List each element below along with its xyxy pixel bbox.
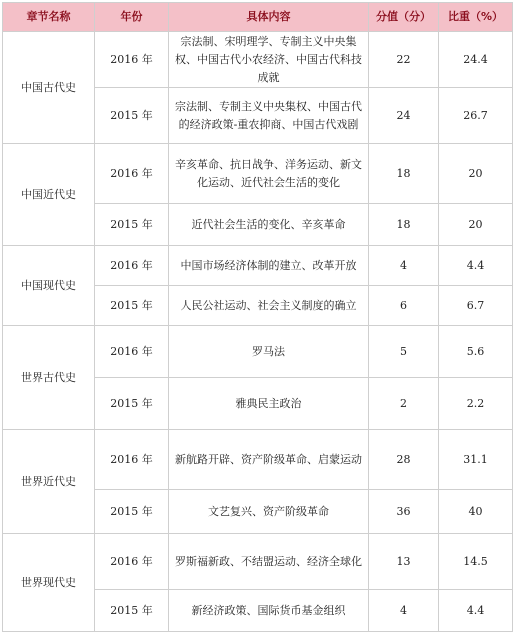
header-year: 年份 (95, 3, 169, 32)
chapter-cell: 中国古代史 (3, 32, 95, 144)
ratio-cell: 4.4 (439, 246, 513, 286)
ratio-cell: 20 (439, 204, 513, 246)
header-ratio: 比重（%） (439, 3, 513, 32)
year-cell: 2016 年 (95, 144, 169, 204)
score-cell: 13 (369, 534, 439, 590)
content-cell: 宗法制、专制主义中央集权、中国古代的经济政策-重农抑商、中国古代戏剧 (169, 88, 369, 144)
ratio-cell: 14.5 (439, 534, 513, 590)
score-cell: 18 (369, 204, 439, 246)
table-row (3, 144, 513, 204)
content-cell: 新经济政策、国际货币基金组织 (169, 590, 369, 632)
year-cell: 2016 年 (95, 32, 169, 88)
ratio-cell: 40 (439, 490, 513, 534)
chapter-cell: 世界现代史 (3, 534, 95, 632)
score-cell: 28 (369, 430, 439, 490)
score-cell: 22 (369, 32, 439, 88)
ratio-cell: 6.7 (439, 286, 513, 326)
score-cell: 2 (369, 378, 439, 430)
ratio-cell: 20 (439, 144, 513, 204)
score-cell: 5 (369, 326, 439, 378)
chapter-cell: 中国近代史 (3, 144, 95, 246)
year-cell: 2016 年 (95, 430, 169, 490)
year-cell: 2015 年 (95, 490, 169, 534)
exam-score-table (2, 2, 513, 632)
score-cell: 4 (369, 246, 439, 286)
content-cell: 文艺复兴、资产阶级革命 (169, 490, 369, 534)
content-cell: 新航路开辟、资产阶级革命、启蒙运动 (169, 430, 369, 490)
content-cell: 近代社会生活的变化、辛亥革命 (169, 204, 369, 246)
year-cell: 2015 年 (95, 590, 169, 632)
table-row (3, 430, 513, 490)
chapter-cell: 世界古代史 (3, 326, 95, 430)
ratio-cell: 4.4 (439, 590, 513, 632)
score-cell: 6 (369, 286, 439, 326)
content-cell: 辛亥革命、抗日战争、洋务运动、新文化运动、近代社会生活的变化 (169, 144, 369, 204)
score-cell: 4 (369, 590, 439, 632)
table-row (3, 32, 513, 88)
content-cell: 人民公社运动、社会主义制度的确立 (169, 286, 369, 326)
table-row (3, 246, 513, 286)
ratio-cell: 24.4 (439, 32, 513, 88)
chapter-cell: 中国现代史 (3, 246, 95, 326)
table-row (3, 326, 513, 378)
header-chapter: 章节名称 (3, 3, 95, 32)
score-cell: 24 (369, 88, 439, 144)
header-score: 分值（分） (369, 3, 439, 32)
ratio-cell: 26.7 (439, 88, 513, 144)
chapter-cell: 世界近代史 (3, 430, 95, 534)
year-cell: 2015 年 (95, 88, 169, 144)
header-content: 具体内容 (169, 3, 369, 32)
year-cell: 2016 年 (95, 534, 169, 590)
ratio-cell: 31.1 (439, 430, 513, 490)
year-cell: 2015 年 (95, 204, 169, 246)
score-cell: 18 (369, 144, 439, 204)
ratio-cell: 2.2 (439, 378, 513, 430)
year-cell: 2016 年 (95, 246, 169, 286)
year-cell: 2015 年 (95, 378, 169, 430)
exam-table-container (2, 2, 513, 632)
content-cell: 罗马法 (169, 326, 369, 378)
year-cell: 2016 年 (95, 326, 169, 378)
content-cell: 宗法制、宋明理学、专制主义中央集权、中国古代小农经济、中国古代科技成就 (169, 32, 369, 88)
content-cell: 雅典民主政治 (169, 378, 369, 430)
header-row (3, 3, 513, 32)
table-row (3, 534, 513, 590)
score-cell: 36 (369, 490, 439, 534)
year-cell: 2015 年 (95, 286, 169, 326)
ratio-cell: 5.6 (439, 326, 513, 378)
content-cell: 罗斯福新政、不结盟运动、经济全球化 (169, 534, 369, 590)
content-cell: 中国市场经济体制的建立、改革开放 (169, 246, 369, 286)
